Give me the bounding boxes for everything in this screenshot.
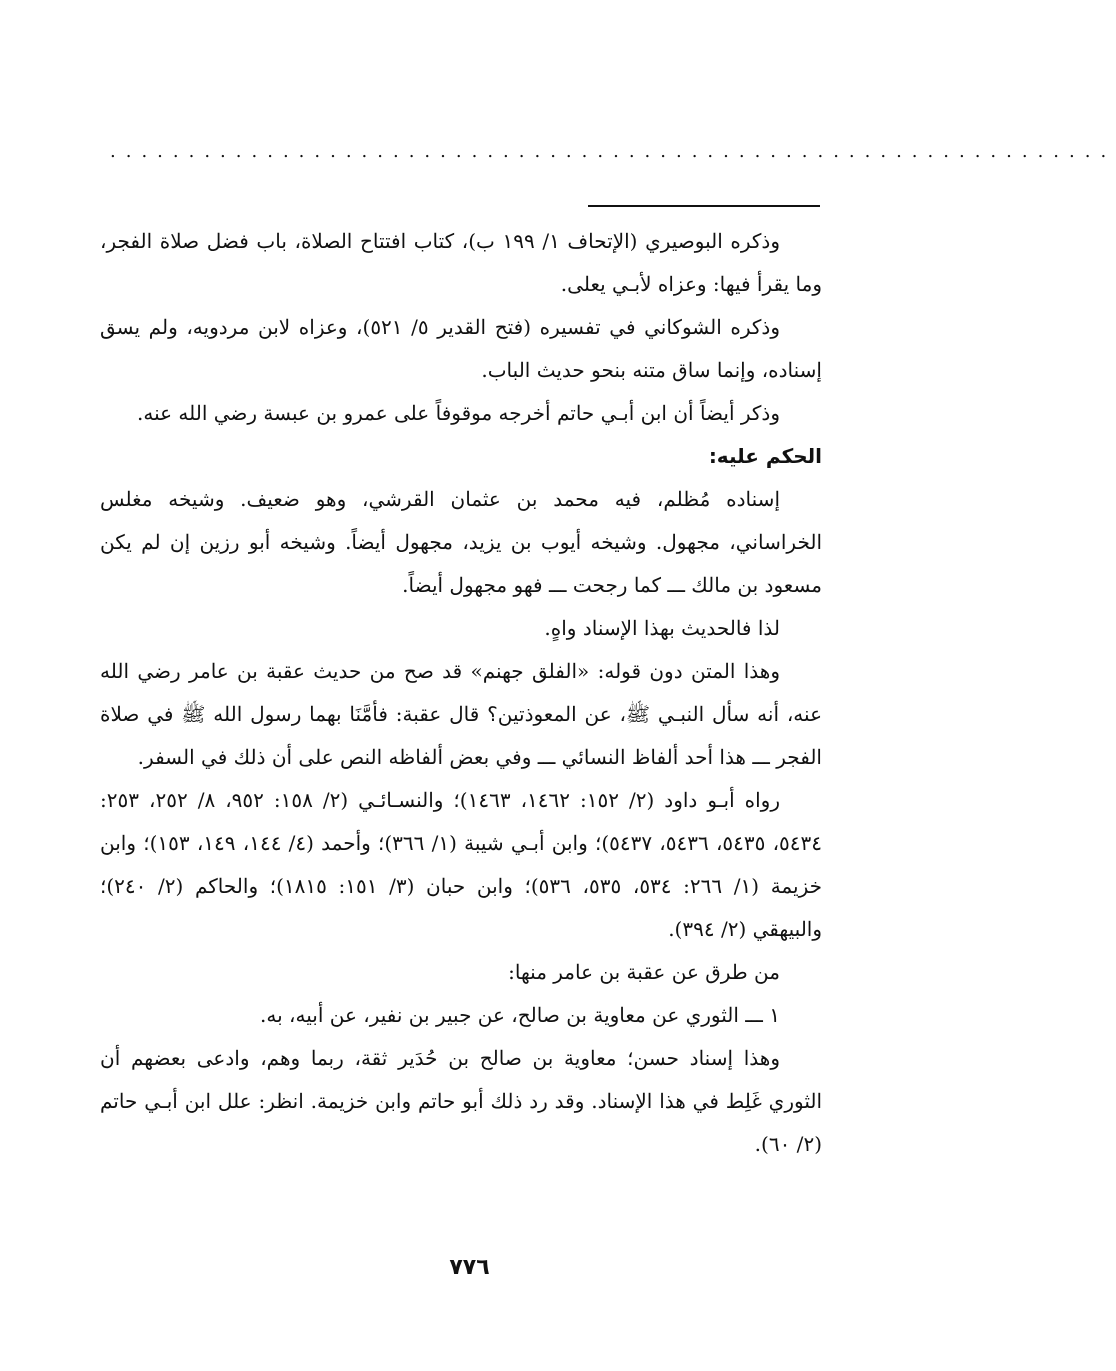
- paragraph-hasan-isnad: وهذا إسناد حسن؛ معاوية بن صالح بن حُدَير ثقة، ربما وهم، وادعى بعضهم أن الثوري غَلِط في هذا الإسناد. وقد رد ذلك أبو حاتم وابن خزيمة. انظر: علل ابن أبـي حاتم (٢/ ٦٠).: [100, 1046, 822, 1156]
- paragraph-matn: وهذا المتن دون قوله: «الفلق جهنم» قد صح من حديث عقبة بن عامر رضي الله عنه، أنه سأل النبـي ﷺ، عن المعوذتين؟ قال عقبة: فأمَّنَا بهما رسول الله ﷺ في صلاة الفجر ـــ هذا أحد ألفاظ النسائي ـــ وفي بعض ألفاظه النص على أن ذلك في السفر.: [100, 659, 822, 769]
- paragraph-mawquf: وذكر أيضاً أن ابن أبـي حاتم أخرجه موقوفاً على عمرو بن عبسة رضي الله عنه.: [137, 401, 780, 425]
- page-number: ٧٧٦: [449, 1255, 490, 1280]
- list-item: ١ ـــ الثوري عن معاوية بن صالح، عن جبير بن نفير، عن أبيه، به.: [260, 1003, 780, 1027]
- paragraph-takhrij: رواه أبـو داود (٢/ ١٥٢: ١٤٦٢، ١٤٦٣)؛ والنسـائـي (٢/ ١٥٨: ٩٥٢، ٨/ ٢٥٢، ٢٥٣: ٥٤٣٤، ٥٤٣٥، ٥٤٣٦، ٥٤٣٧)؛ وابن أبـي شيبة (١/ ٣٦٦)؛ وأحمد (٤/ ١٤٤، ١٤٩، ١٥٣)؛ وابن خزيمة (١/ ٢٦٦: ٥٣٤، ٥٣٥، ٥٣٦)؛ وابن حبان (٣/ ١٥١: ١٨١٥)؛ والحاكم (٢/ ٢٤٠)؛ والبيهقي (٢/ ٣٩٤).: [100, 788, 823, 941]
- page-body: [100, 220, 822, 1166]
- paragraph-busiri: وذكره البوصيري (الإتحاف ١/ ١٩٩ ب)، كتاب افتتاح الصلاة، باب فضل صلاة الفجر، وما يقرأ فيها: وعزاه لأبـي يعلى.: [100, 229, 822, 296]
- footnote-rule: [588, 205, 820, 207]
- paragraph-conclusion: لذا فالحديث بهذا الإسناد واهٍ.: [544, 616, 780, 640]
- paragraph-shawkani: وذكره الشوكاني في تفسيره (فتح القدير ٥/ ٥٢١)، وعزاه لابن مردويه، ولم يسق إسناده، وإنما ساق متنه بنحو حديث الباب.: [100, 315, 822, 382]
- paragraph-routes-intro: من طرق عن عقبة بن عامر منها:: [508, 960, 780, 984]
- paragraph-isnad-ruling: إسناده مُظلم، فيه محمد بن عثمان القرشي، وهو ضعيف. وشيخه مغلس الخراساني، مجهول. وشيخه أيوب بن يزيد، مجهول أيضاً. وشيخه أبو رزين إن لم يكن مسعود بن مالك ـــ كما رجحت ـــ فهو مجهول أيضاً.: [100, 487, 822, 597]
- ruling-heading: الحكم عليه:: [708, 444, 822, 468]
- dotted-separator: ................................................................: [110, 141, 1116, 162]
